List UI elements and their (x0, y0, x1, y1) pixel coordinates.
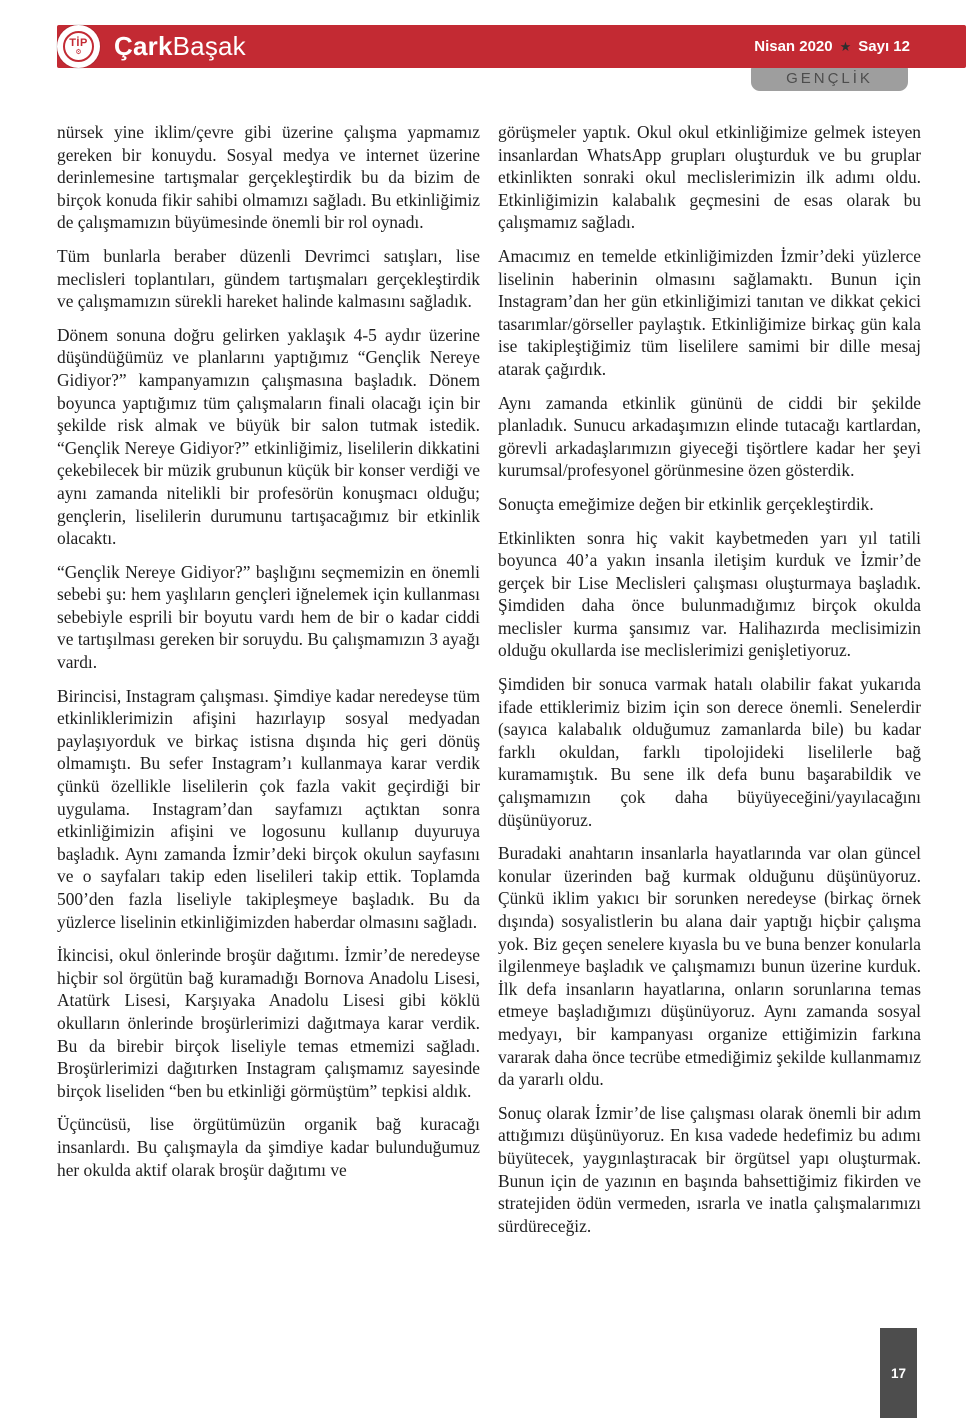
article-body (57, 121, 921, 1248)
magazine-title-light: Başak (172, 31, 246, 61)
magazine-title-bold: Çark (114, 31, 173, 61)
article-right-column (498, 121, 921, 1248)
star-icon: ★ (839, 39, 852, 54)
header-bar (57, 25, 966, 68)
article-paragraph: Etkinlikten sonra hiç vakit kaybetmeden yarı yıl tatili boyunca 40’a yakın insanla iletişim kurduk ve İzmir’de gerçek bir Lise Meclisleri çalışması oluşturmaya başladık. Şimdiden daha önce bulunmadığımız birçok okulda meclisler kurma şansımız var. Halihazırda meclisimizin olduğu okullarda ise meclislerimizi genişletiyoruz. (498, 527, 921, 661)
article-paragraph: Sonuçta emeğimize değen bir etkinlik gerçekleştirdik. (498, 493, 874, 514)
article-paragraph: Birincisi, Instagram çalışması. Şimdiye kadar neredeyse tüm etkinliklerimizin afişini hazırlayıp sosyal medyadan paylaşıyorduk ve birkaç istisna dışında hiç geri dönüş olmamıştı. Bu sefer Instagram’ı kullanmaya karar verdik çünkü özellikle liselilerin çok fazla vakit geçirdiği bir uygulama. Instagram’dan sayfamızı açtıktan sonra etkinliğimizin afişini ve logosunu kullanıp duyuruya başladık. Aynı zamanda İzmir’deki birçok okulun sayfasını ve o sayfaları takip eden liselileri takip ettik. Toplamda 500’den fazla liseliyle takipleşmeye başladık. Bu da yüzlerce liselinin etkinliğimizden haberdar olmasını sağladı. (57, 685, 480, 932)
article-paragraph: Buradaki anahtarın insanlarla hayatlarında var olan güncel konular üzerinden bağ kurmak olduğunu düşünüyoruz. Çünkü iklim yakıcı bir sorunken neredeyse (birkaç örnek dışında) sosyalistlerin bu alana dair yaptığı hiçbir çalışma yok. Biz geçen senelere kıyasla bu ve buna benzer konularla ilgilenmeye başladık ve çalışmamızı bunun üzerine kurduk. İlk defa insanların hayatlarına, onların sorunlarına temas etmeye başladığımızı düşünüyoruz. Aynı zamanda sosyal medyayı, bir kampanyası organize ettiğimizin farkına vararak daha önce tecrübe etmediğimiz şekilde kullanmamız da yararlı oldu. (498, 843, 921, 1090)
article-paragraph: nürsek yine iklim/çevre gibi üzerine çalışma yapmamız gereken bir konuydu. Sosyal medya ve internet üzerine derinlemesine tartışmalar gerçekleştirdik bu da bizim de birçok konuda fikir sahibi olmamızı sağladı. Bu etkinliğimiz de çalışmamızın büyümesinde önemli bir rol oynadı. (57, 122, 480, 233)
wheat-gear-icon: ⚙ (75, 47, 82, 56)
article-paragraph: görüşmeler yaptık. Okul okul etkinliğimize gelmek isteyen insanlardan WhatsApp grupları oluşturduk ve bu gruplar etkinlikten sonraki okul meclislerimizin ilk adımı oldu. Etkinliğimizin kalabalık geçmesini de esas olarak bu çalışmamız sağladı. (498, 122, 921, 233)
article-paragraph: Aynı zamanda etkinlik gününü de ciddi bir şekilde planladık. Sunucu arkadaşımızın elinde tutacağı kartlardan, görevli arkadaşlarımızın giyeceği tişörtlere kadar her şeyi kurumsal/profesyonel görünmesine özen gösterdik. (498, 392, 921, 481)
issue-date: Nisan 2020 (754, 38, 833, 55)
article-paragraph: Dönem sonuna doğru gelirken yaklaşık 4-5 aydır üzerine düşündüğümüz ve planlarını yaptığımız “Gençlik Nereye Gidiyor?” kampanyamızın çalışmasına başladık. Dönem boyunca yaptığımız tüm çalışmaların finali olacağı için bir şekilde risk almak ve büyük bir salon tutmak istedik. “Gençlik Nereye Gidiyor?” etkinliğimiz, liselilerin dikkatini çekebilecek bir müzik grubunun küçük bir konser verdiği ve aynı zamanda nitelikli bir profesörün konuşmacı olduğu; gençlerin, liselilerin durumunu tartışacağımız bir etkinlik olacaktı. (57, 324, 480, 549)
article-paragraph: İkincisi, okul önlerinde broşür dağıtımı. İzmir’de neredeyse hiçbir sol örgütün bağ kuramadığı Bornova Anadolu Lisesi, Atatürk Lisesi, Karşıyaka Anadolu Lisesi gibi köklü okulların önlerinde broşürlerimizi dağıtmaya karar verdik. Bu da birebir birçok liseliyle temas etmemizi sağladı. Broşürlerimizi dağıtırken Instagram çalışmamız sayesinde birçok liseliden “ben bu etkinliği görmüştüm” tepkisi aldık. (57, 945, 480, 1101)
article-paragraph: Üçüncüsü, lise örgütümüzün organik bağ kuracağı insanlardı. Bu çalışmayla da şimdiye kadar bulunduğumuz her okulda aktif olarak broşür dağıtımı ve (57, 1114, 480, 1180)
article-paragraph: “Gençlik Nereye Gidiyor?” başlığını seçmemizin en önemli sebebi şu: hem yaşlıların gençleri iğnelemek için kullanması sebebiyle esprili bir boyutu vardı hem de bir o kadar ciddi ve tartışılması gereken bir soruydu. Bu çalışmamızın 3 ayağı vardı. (57, 561, 480, 673)
article-paragraph: Sonuç olarak İzmir’de lise çalışması olarak önemli bir adım attığımızı düşünüyoruz. En kısa vadede hedefimiz bu adımı büyütecek, yaygınlaştıracak bir örgütsel yapı oluşturmak. Bunun için de yazının en başında bahsettiğimiz fikirden ve stratejiden ödün vermeden, ısrarla ve inatla çalışmalarımızı sürdüreceğiz. (498, 1102, 921, 1236)
logo-ring (63, 31, 94, 62)
article-paragraph: Şimdiden bir sonuca varmak hatalı olabilir fakat yukarıda ifade ettiklerimiz bizim için son derece önemli. Senelerdir (sayıca kalabalık olduğumuz zamanlarda bile) bu kadar farklı okuldan, farklı tipolojideki liselilerle bağ kuramamıştık. Bu sene ilk defa bunu başarabildik ve çalışmamızın çok daha büyüyeceğini/yayılacağını düşünüyoruz. (498, 674, 921, 830)
logo-text: TİP (69, 36, 88, 49)
page-number: 17 (890, 1365, 907, 1381)
article-paragraph: Amacımız en temelde etkinliğimizden İzmir’deki yüzlerce liselinin haberinin olmasını sağlamaktı. Bunun için Instagram’dan her gün etkinliğimizi tanıtan ve dikkat çekici tasarımlar/görseller paylaştık. Etkinliğimize birkaç gün kala ise takipleştiğimiz tüm liselilere samimi bir dille mesaj atarak çağırdık. (498, 245, 921, 379)
magazine-title (114, 25, 246, 68)
page-number-box (880, 1328, 917, 1418)
issue-number: Sayı 12 (858, 38, 910, 55)
section-badge-label: GENÇLİK (786, 70, 873, 87)
section-badge (751, 66, 908, 91)
article-left-column (57, 121, 480, 1248)
article-paragraph: Tüm bunlarla beraber düzenli Devrimci satışları, lise meclisleri toplantıları, gündem tartışmaları gerçekleştirdik ve çalışmamızın sürekli hareket halinde kalmasını sağladık. (57, 245, 480, 312)
issue-info (754, 25, 910, 68)
tip-party-logo (57, 25, 100, 68)
